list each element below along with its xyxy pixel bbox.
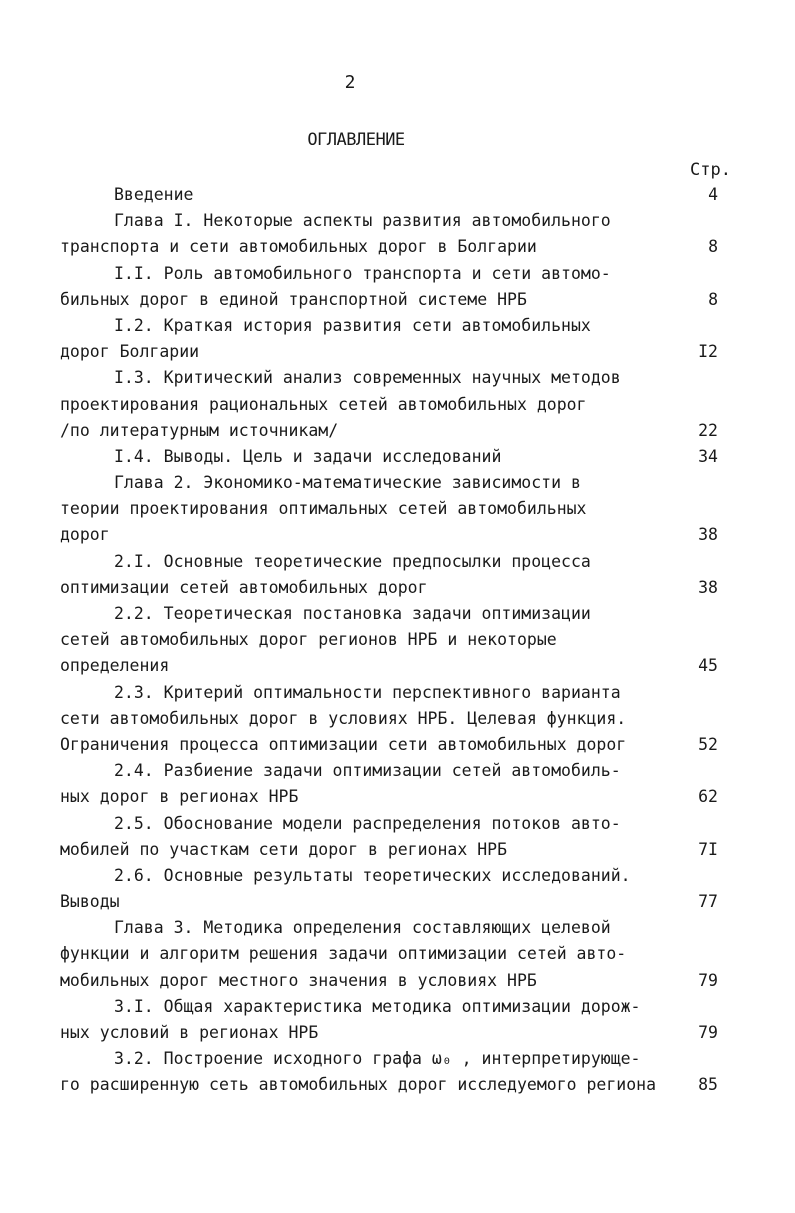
toc-entry-page: 4 <box>708 185 718 204</box>
toc-entry-text: Глава 3. Методика определения составляющих целевой <box>114 918 611 938</box>
toc-line <box>60 470 730 496</box>
toc-entry-text: /по литературным источникам/ <box>60 420 339 440</box>
toc-title: ОГЛАВЛЕНИЕ <box>307 130 405 150</box>
toc-line <box>60 915 730 941</box>
toc-line <box>60 1046 730 1072</box>
toc-entry-text: определения <box>60 656 170 676</box>
toc-entry-text: 2.2. Теоретическая постановка задачи оптимизации <box>114 604 591 623</box>
toc-entry-page: 22 <box>698 420 718 440</box>
toc-entry-text: I.4. Выводы. Цель и задачи исследований <box>114 446 502 466</box>
toc-line <box>60 287 730 313</box>
toc-entry-text: Выводы <box>60 892 120 912</box>
toc-entry-text: I.I. Роль автомобильного транспорта и сети автомо- <box>114 263 611 283</box>
toc-line <box>60 234 730 260</box>
toc-line <box>60 575 730 601</box>
toc-entry-text: 3.I. Общая характеристика методика оптимизации дорож- <box>114 996 641 1016</box>
toc-entry-text: Ограничения процесса оптимизации сети автомобильных дорог <box>60 734 627 754</box>
toc-line <box>60 522 730 548</box>
toc-line <box>60 968 730 994</box>
toc-entry-text: ных дорог в регионах НРБ <box>60 787 299 807</box>
page-column-label: Стр. <box>690 160 731 180</box>
toc-entry-text: дорог <box>60 525 110 545</box>
toc-line <box>60 313 730 339</box>
toc-entry-text: Глава I. Некоторые аспекты развития автомобильного <box>114 211 611 231</box>
toc-list <box>60 182 730 1099</box>
toc-line <box>60 680 730 706</box>
toc-entry-text: 3.2. Построение исходного графа ω₀ , интерпретирующе- <box>114 1049 641 1069</box>
toc-line <box>60 444 730 470</box>
toc-entry-text: 2.4. Разбиение задачи оптимизации сетей автомобиль- <box>114 761 621 781</box>
toc-line <box>60 1020 730 1046</box>
toc-line <box>60 339 730 365</box>
toc-entry-page: 45 <box>698 656 718 676</box>
toc-line <box>60 601 730 627</box>
toc-line <box>60 208 730 234</box>
toc-line <box>60 549 730 575</box>
toc-entry-text: функции и алгоритм решения задачи оптимизации сетей авто- <box>60 944 627 964</box>
toc-entry-text: 2.I. Основные теоретические предпосылки процесса <box>114 551 591 571</box>
toc-line <box>60 941 730 967</box>
toc-entry-page: 79 <box>698 970 718 990</box>
toc-entry-text: дорог Болгарии <box>60 342 200 362</box>
toc-entry-text: 2.6. Основные результаты теоретических исследований. <box>114 865 631 885</box>
toc-entry-page: 62 <box>698 787 718 807</box>
toc-entry-text: го расширенную сеть автомобильных дорог исследуемого региона <box>60 1075 657 1095</box>
toc-line <box>60 653 730 679</box>
toc-entry-text: бильных дорог в единой транспортной системе НРБ <box>60 289 527 309</box>
toc-line <box>60 365 730 391</box>
toc-line <box>60 994 730 1020</box>
toc-line <box>60 182 730 208</box>
page-number: 2 <box>344 72 356 93</box>
toc-line <box>60 706 730 732</box>
toc-line <box>60 784 730 810</box>
toc-entry-page: 8 <box>708 289 718 309</box>
toc-entry-page: 52 <box>698 734 718 754</box>
toc-line <box>60 496 730 522</box>
toc-line <box>60 811 730 837</box>
toc-entry-text: Глава 2. Экономико-математические зависимости в <box>114 473 581 493</box>
toc-entry-text: 2.3. Критерий оптимальности перспективного варианта <box>114 682 621 702</box>
toc-line <box>60 889 730 915</box>
toc-line <box>60 627 730 653</box>
toc-entry-page: 85 <box>698 1075 718 1095</box>
toc-line <box>60 418 730 444</box>
toc-entry-text: I.3. Критический анализ современных научных методов <box>114 368 621 388</box>
toc-entry-text: мобильных дорог местного значения в условиях НРБ <box>60 970 537 990</box>
toc-entry-text: 2.5. Обоснование модели распределения потоков авто- <box>114 813 621 833</box>
toc-entry-page: 7I <box>698 839 718 859</box>
toc-entry-page: 38 <box>698 577 718 597</box>
toc-line <box>60 261 730 287</box>
toc-entry-page: 8 <box>708 237 718 257</box>
toc-entry-text: сети автомобильных дорог в условиях НРБ. Целевая функция. <box>60 708 627 728</box>
toc-entry-text: мобилей по участкам сети дорог в регионах НРБ <box>60 839 508 859</box>
toc-line <box>60 758 730 784</box>
toc-line <box>60 732 730 758</box>
toc-entry-page: 34 <box>698 446 718 466</box>
toc-line <box>60 863 730 889</box>
toc-line <box>60 837 730 863</box>
toc-entry-page: 79 <box>698 1023 718 1042</box>
toc-entry-text: ных условий в регионах НРБ <box>60 1023 319 1042</box>
toc-entry-page: 38 <box>698 525 718 545</box>
toc-entry-text: транспорта и сети автомобильных дорог в Болгарии <box>60 237 537 257</box>
toc-line <box>60 392 730 418</box>
toc-entry-text: Введение <box>114 185 194 204</box>
toc-entry-text: сетей автомобильных дорог регионов НРБ и некоторые <box>60 630 557 650</box>
toc-entry-text: теории проектирования оптимальных сетей автомобильных <box>60 499 587 519</box>
toc-entry-text: проектирования рациональных сетей автомобильных дорог <box>60 394 587 414</box>
toc-entry-text: I.2. Краткая история развития сети автомобильных <box>114 315 591 335</box>
toc-entry-page: I2 <box>698 342 718 362</box>
toc-entry-page: 77 <box>698 892 718 912</box>
toc-entry-text: оптимизации сетей автомобильных дорог <box>60 577 428 597</box>
toc-line <box>60 1072 730 1098</box>
